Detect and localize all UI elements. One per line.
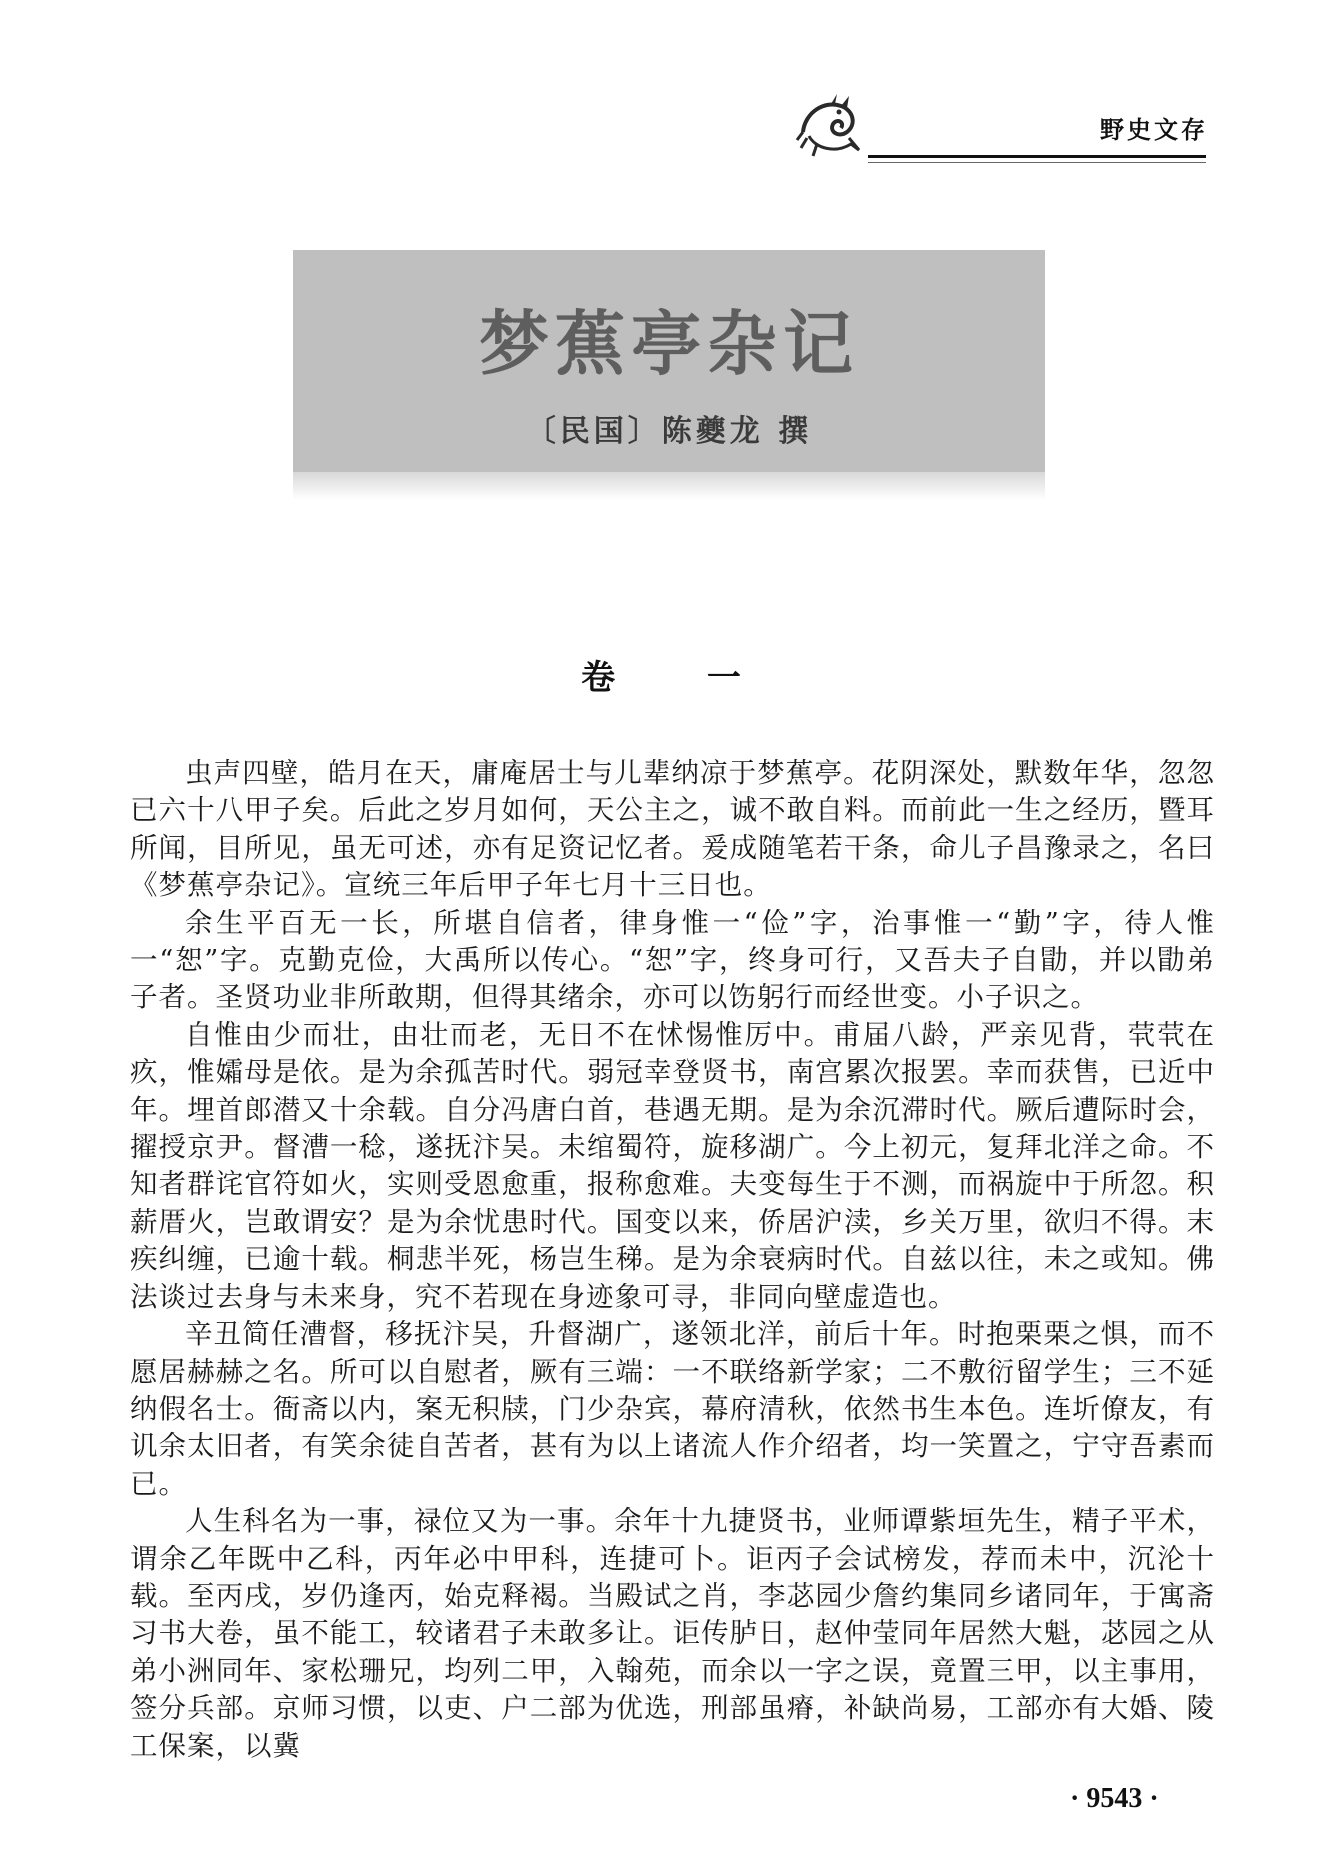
header-rule: [868, 155, 1206, 158]
title-box: [293, 250, 1045, 472]
page-number: · 9543 ·: [1070, 1783, 1159, 1814]
volume-heading: 卷 一: [581, 658, 781, 698]
body-text: [130, 755, 1215, 1765]
book-title: 梦蕉亭杂记: [479, 303, 859, 385]
paragraph: 自惟由少而壮，由壮而老，无日不在怵惕惟厉中。甫届八龄，严亲见背，茕茕在疚，惟孀母是依。是为余孤苦时代。弱冠幸登贤书，南宫累次报罢。幸而获售，已近中年。埋首郎潜又十余载。自分冯唐白首，巷遇无期。是为余沉滞时代。厥后遭际时会，擢授京尹。督漕一稔，遂抚汴吴。未绾蜀符，旋移湖广。今上初元，复拜北洋之命。不知者群诧官符如火，实则受恩愈重，报称愈难。夫变每生于不测，而祸旋中于所忽。积薪厝火，岂敢谓安？是为余忧患时代。国变以来，侨居沪渎，乡关万里，欲归不得。末疾纠缠，已逾十载。桐悲半死，杨岂生稊。是为余衰病时代。自兹以往，未之或知。佛法谈过去身与未来身，究不若现在身迹象可寻，非同向壁虚造也。: [130, 1018, 1215, 1313]
book-author: 〔民国〕陈夔龙 撰: [525, 414, 813, 449]
paragraph: 人生科名为一事，禄位又为一事。余年十九捷贤书，业师谭紫垣先生，精子平术，谓余乙年既中乙科，丙年必中甲科，连捷可卜。讵丙子会试榜发，荐而未中，沉沦十载。至丙戌，岁仍逢丙，始克释褐。当殿试之肖，李苾园少詹约集同乡诸同年，于寓斋习书大卷，虽不能工，较诸君子未敢多让。讵传胪日，赵仲莹同年居然大魁，苾园之从弟小洲同年、家松珊兄，均列二甲，入翰苑，而余以一字之误，竟置三甲，以主事用，签分兵部。京师习惯，以吏、户二部为优选，刑部虽瘠，补缺尚易，工部亦有大婚、陵工保案，以冀: [130, 1505, 1215, 1762]
header-rule-thin: [868, 162, 1206, 163]
paragraph: 虫声四壁，皓月在天，庸庵居士与儿辈纳凉于梦蕉亭。花阴深处，默数年华，忽忽已六十八甲子矣。后此之岁月如何，天公主之，诚不敢自料。而前此一生之经历，暨耳所闻，目所见，虽无可述，亦有足资记忆者。爰成随笔若干条，命儿子昌豫录之，名曰《梦蕉亭杂记》。宣统三年后甲子年七月十三日也。: [130, 757, 1215, 902]
paragraph: 辛丑简任漕督，移抚汴吴，升督湖广，遂领北洋，前后十年。时抱栗栗之惧，而不愿居赫赫之名。所可以自慰者，厥有三端：一不联络新学家；二不敷衍留学生；三不延纳假名士。衙斋以内，案无积牍，门少杂宾，幕府清秋，依然书生本色。连圻僚友，有讥余太旧者，有笑余徒自苦者，甚有为以上诸流人作介绍者，均一笑置之，宁守吾素而已。: [130, 1318, 1215, 1500]
series-title: 野史文存: [1100, 116, 1208, 144]
dragon-emblem-icon: [795, 92, 865, 162]
paragraph: 余生平百无一长，所堪自信者，律身惟一“俭”字，治事惟一“勤”字，待人惟一“恕”字。克勤克俭，大禹所以传心。“恕”字，终身可行，又吾夫子自勖，并以勖弟子者。圣贤功业非所敢期，但得其绪余，亦可以饬躬行而经世变。小子识之。: [130, 906, 1215, 1014]
